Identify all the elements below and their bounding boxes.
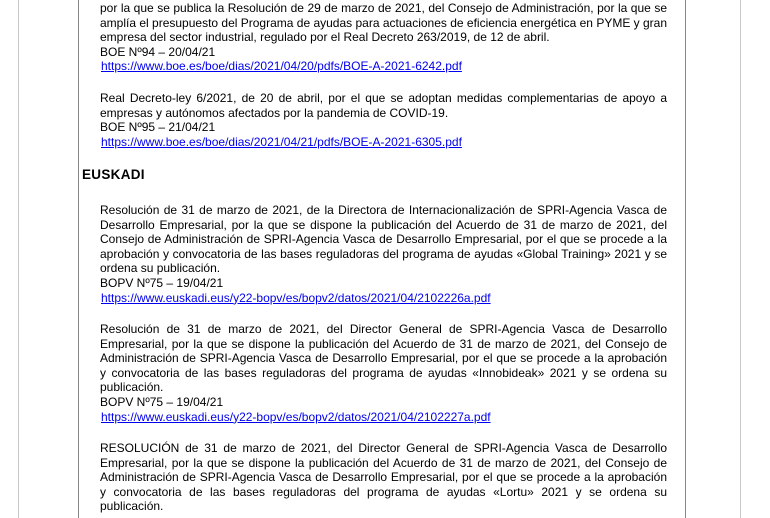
entry-text: Resolución de 31 de marzo de 2021, de la Directora de Internacionalización de SPRI-Agencia Vasca de Desarrollo Empresarial, por la que se dispone la publicación del Acuerdo de 31 de marzo de 2021, del Consejo de Administración de SPRI-Agencia Vasca de Desarrollo Empresarial, por el que se procede a la aprobación y convocatoria de las bases reguladoras del programa de ayudas «Global Training» 2021 y se ordena su publicación. xyxy=(100,203,667,276)
section-heading-euskadi: EUSKADI xyxy=(82,167,145,182)
entry-text: RESOLUCIÓN de 31 de marzo de 2021, del Director General de SPRI-Agencia Vasca de Desarrollo Empresarial, por la que se dispone la publicación del Acuerdo de 31 de marzo de 2021, del Consejo de Administración de SPRI-Agencia Vasca de Desarrollo Empresarial, por el que se procede a la aprobación y convocatoria de las bases reguladoras del programa de ayudas «Lortu» 2021 y se ordena su publicación. xyxy=(100,441,667,514)
entry-reference: BOE Nº95 – 21/04/21 xyxy=(100,120,216,135)
entry-text: por la que se publica la Resolución de 29 de marzo de 2021, del Consejo de Administración, por la que se amplía el presupuesto del Programa de ayudas para actuaciones de eficiencia energética en PYME y gran empresa del sector industrial, regulado por el Real Decreto 263/2019, de 12 de abril. xyxy=(100,1,668,45)
entry-link[interactable]: https://www.boe.es/boe/dias/2021/04/20/pdfs/BOE-A-2021-6242.pdf xyxy=(101,59,462,74)
bulletin-entry-lortu xyxy=(100,441,667,514)
bulletin-entry-real-decreto-ley xyxy=(100,91,667,149)
entry-reference: BOE Nº94 – 20/04/21 xyxy=(100,44,216,59)
entry-reference: BOPV Nº75 – 19/04/21 xyxy=(100,394,224,409)
bulletin-entry-innobideak xyxy=(100,322,667,424)
entry-reference: BOPV Nº75 – 19/04/21 xyxy=(100,275,224,290)
entry-text: Real Decreto-ley 6/2021, de 20 de abril, por el que se adoptan medidas complementarias de apoyo a empresas y autónomos afectados por la pandemia de COVID-19. xyxy=(100,91,667,120)
bulletin-entry-global-training xyxy=(100,203,667,305)
bulletin-entry-eficiencia-energetica xyxy=(100,1,667,74)
entry-link[interactable]: https://www.euskadi.eus/y22-bopv/es/bopv2/datos/2021/04/2102227a.pdf xyxy=(101,409,491,424)
entry-link[interactable]: https://www.boe.es/boe/dias/2021/04/21/pdfs/BOE-A-2021-6305.pdf xyxy=(101,134,462,149)
entry-text: Resolución de 31 de marzo de 2021, del Director General de SPRI-Agencia Vasca de Desarrollo Empresarial, por la que se dispone la publicación del Acuerdo de 31 de marzo de 2021, del Consejo de Administración de SPRI-Agencia Vasca de Desarrollo Empresarial, por el que se procede a la aprobación y convocatoria de las bases reguladoras del programa de ayudas «Innobideak» 2021 y se ordena su publicación. xyxy=(100,322,667,395)
entry-link[interactable]: https://www.euskadi.eus/y22-bopv/es/bopv2/datos/2021/04/2102226a.pdf xyxy=(101,290,491,305)
